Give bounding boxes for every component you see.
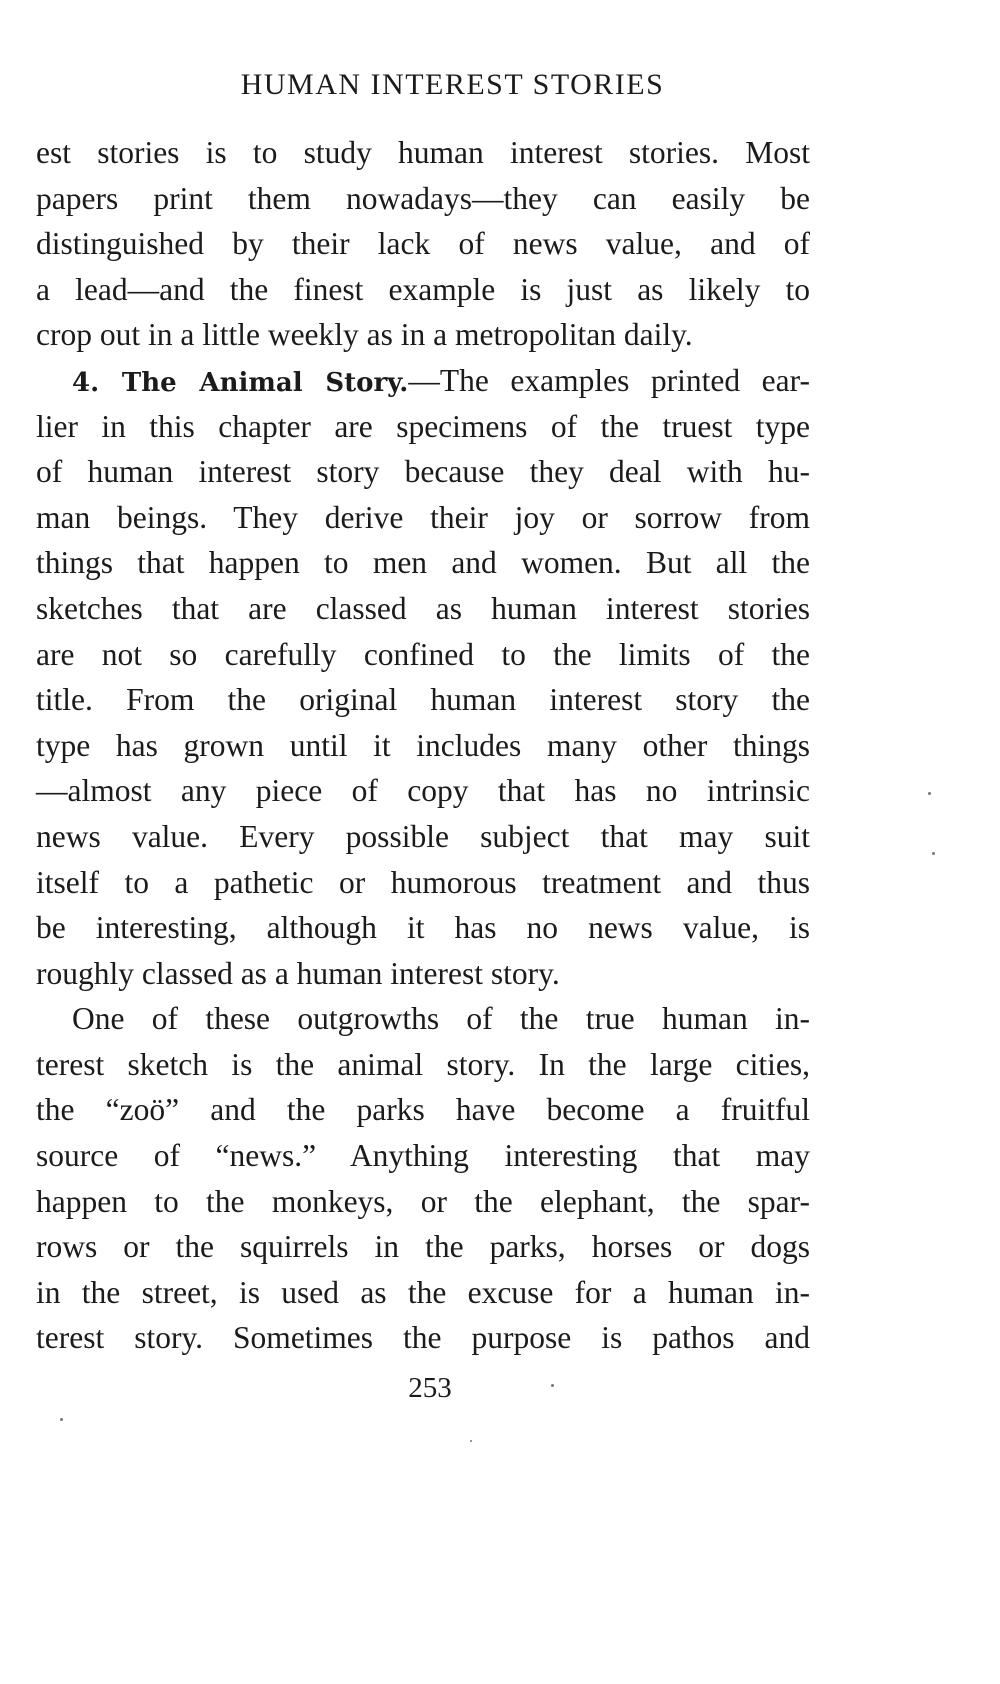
text-line: papers print them nowadays—they can easily be [36, 180, 810, 216]
text-line: roughly classed as a human interest story. [36, 955, 560, 991]
scan-speck [551, 1384, 554, 1387]
scan-speck [60, 1418, 63, 1421]
text-line: lier in this chapter are specimens of the truest type [36, 408, 810, 444]
text-line: terest story. Sometimes the purpose is pathos and [36, 1320, 810, 1356]
text-line: One of these outgrowths of the true human in- [72, 1001, 810, 1037]
text-line: news value. Every possible subject that may suit [36, 818, 810, 854]
text-line: terest sketch is the animal story. In the large cities, [36, 1046, 810, 1082]
text-line: type has grown until it includes many other things [36, 727, 810, 763]
text-line: are not so carefully confined to the limits of the [36, 636, 810, 672]
section-heading: 4. The Animal Story. [72, 367, 409, 398]
text-line: crop out in a little weekly as in a metropolitan daily. [36, 317, 693, 353]
text-line: happen to the monkeys, or the elephant, the spar- [36, 1183, 810, 1219]
text-line: —almost any piece of copy that has no intrinsic [36, 773, 810, 809]
text-line: est stories is to study human interest stories. Most [36, 135, 810, 170]
text-line: itself to a pathetic or humorous treatment and thus [36, 864, 810, 900]
text-line: the “zoö” and the parks have become a fruitful [36, 1092, 810, 1128]
text-line: rows or the squirrels in the parks, horses or dogs [36, 1229, 810, 1265]
text-line: title. From the original human interest story the [36, 682, 810, 718]
section-first-line [36, 358, 810, 404]
text-line: sketches that are classed as human interest stories [36, 590, 810, 626]
text-line: things that happen to men and women. But all the [36, 545, 810, 581]
page-number: 253 [408, 1372, 452, 1404]
scan-speck [932, 852, 935, 855]
text-line: be interesting, although it has no news value, is [36, 910, 810, 946]
running-head: HUMAN INTEREST STORIES [240, 68, 665, 101]
body-text [36, 130, 810, 1361]
text-line: a lead—and the finest example is just as likely to [36, 271, 810, 307]
text-line: man beings. They derive their joy or sorrow from [36, 499, 810, 535]
text-line: of human interest story because they deal with hu- [36, 454, 810, 490]
text-line: distinguished by their lack of news value, and of [36, 226, 810, 262]
scan-speck [928, 792, 931, 795]
text-line: source of “news.” Anything interesting that may [36, 1138, 810, 1174]
text-line: in the street, is used as the excuse for a human in- [36, 1274, 810, 1310]
scan-speck [470, 1440, 472, 1442]
section-first-line-text: —The examples printed ear- [408, 362, 810, 398]
